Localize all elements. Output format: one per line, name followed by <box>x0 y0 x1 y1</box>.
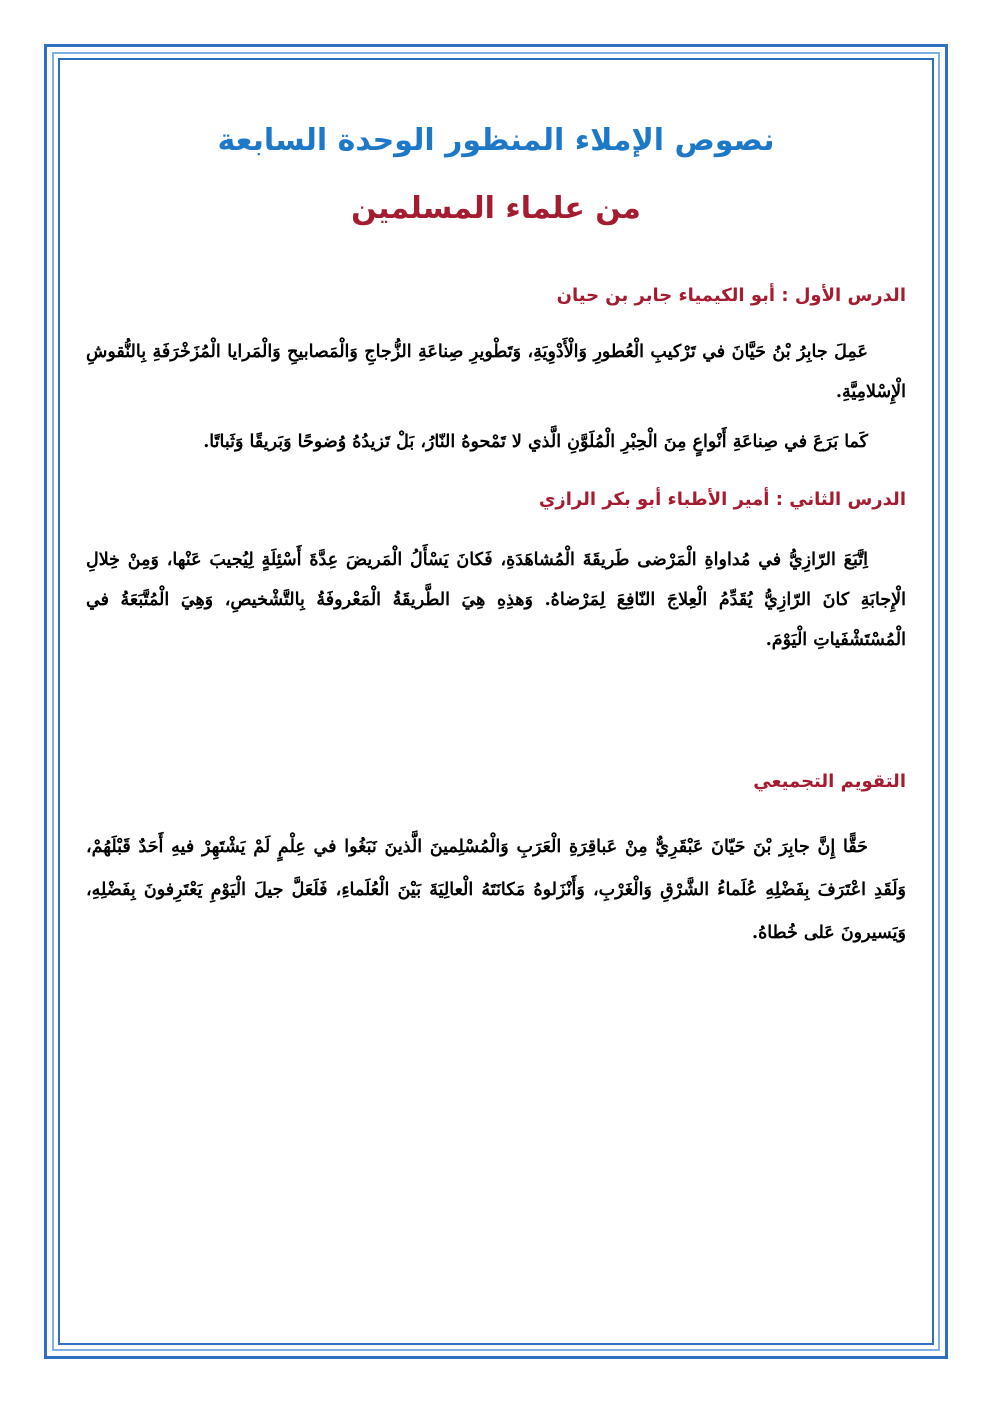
review-heading: التقويم التجميعي <box>753 771 906 792</box>
lesson-one-paragraph-2: كَما بَرَعَ في صِناعَةِ أَنْواعٍ مِنَ الْحِبْرِ الْمُلَوَّنِ الَّذي لا تَمْحوهُ النّارُ، بَلْ تَزيدُهُ وُضوحًا وَبَريقًا وَثَباتًا. <box>203 432 868 452</box>
review-paragraph: حَقًّا إِنَّ جابِرَ بْنَ حَيّانَ عَبْقَرِيٌّ مِنْ عَباقِرَةِ الْعَرَبِ وَالْمُسْلِمينَ الَّذينَ نَبَغُوا في عِلْمٍ لَمْ يَشْتَهِرْ فيهِ أَحَدٌ قَبْلَهُمْ، وَلَقَدِ اعْتَرَفَ بِفَضْلِهِ عُلَماءُ الشَّرْقِ وَالْغَرْبِ، وَأَنْزَلوهُ مَكانَتَهُ الْعالِيَةَ بَيْنَ الْعُلَماءِ، فَلَعَلَّ جيلَ الْيَوْمِ يَعْتَرِفونَ بِفَضْلِهِ، وَيَسيرونَ عَلى خُطاهُ. <box>86 837 906 943</box>
document-page <box>86 100 906 955</box>
lesson-two-section <box>86 486 906 660</box>
lesson-one-heading: الدرس الأول : أبو الكيمياء جابر بن حيان <box>556 285 906 306</box>
lesson-two-heading: الدرس الثاني : أمير الأطباء أبو بكر الرازي <box>538 489 906 510</box>
review-section <box>86 768 906 955</box>
lesson-one-paragraph-1: عَمِلَ جابِرُ بْنُ حَيَّانَ في تَرْكيبِ الْعُطورِ وَالْأَدْوِيَةِ، وَتَطْويرِ صِناعَةِ الزُّجاجِ وَالْمَصابيحِ وَالْمَرايا الْمُزَخْرَفَةِ بِالنُّقوشِ الْإِسْلامِيَّةِ. <box>86 342 906 402</box>
page-title: نصوص الإملاء المنظور الوحدة السابعة <box>217 123 775 158</box>
lesson-two-paragraph: اِتَّبَعَ الرّازِيُّ في مُداواةِ الْمَرْضى طَريقَةَ الْمُشاهَدَةِ، فَكانَ يَسْأَلُ الْمَريضَ عِدَّةَ أَسْئِلَةٍ لِيُجيبَ عَنْها، وَمِنْ خِلالِ الْإِجابَةِ كانَ الرّازِيُّ يُقَدِّمُ الْعِلاجَ النّافِعَ لِمَرْضاهُ. وَهذِهِ هِيَ الطَّريقَةُ الْمَعْروفَةُ بِالتَّشْخيصِ، وَهِيَ الْمُتَّبَعَةُ في الْمُسْتَشْفَياتِ الْيَوْمَ. <box>86 550 906 650</box>
lesson-one-section <box>86 282 906 462</box>
page-subtitle: من علماء المسلمين <box>351 191 641 226</box>
